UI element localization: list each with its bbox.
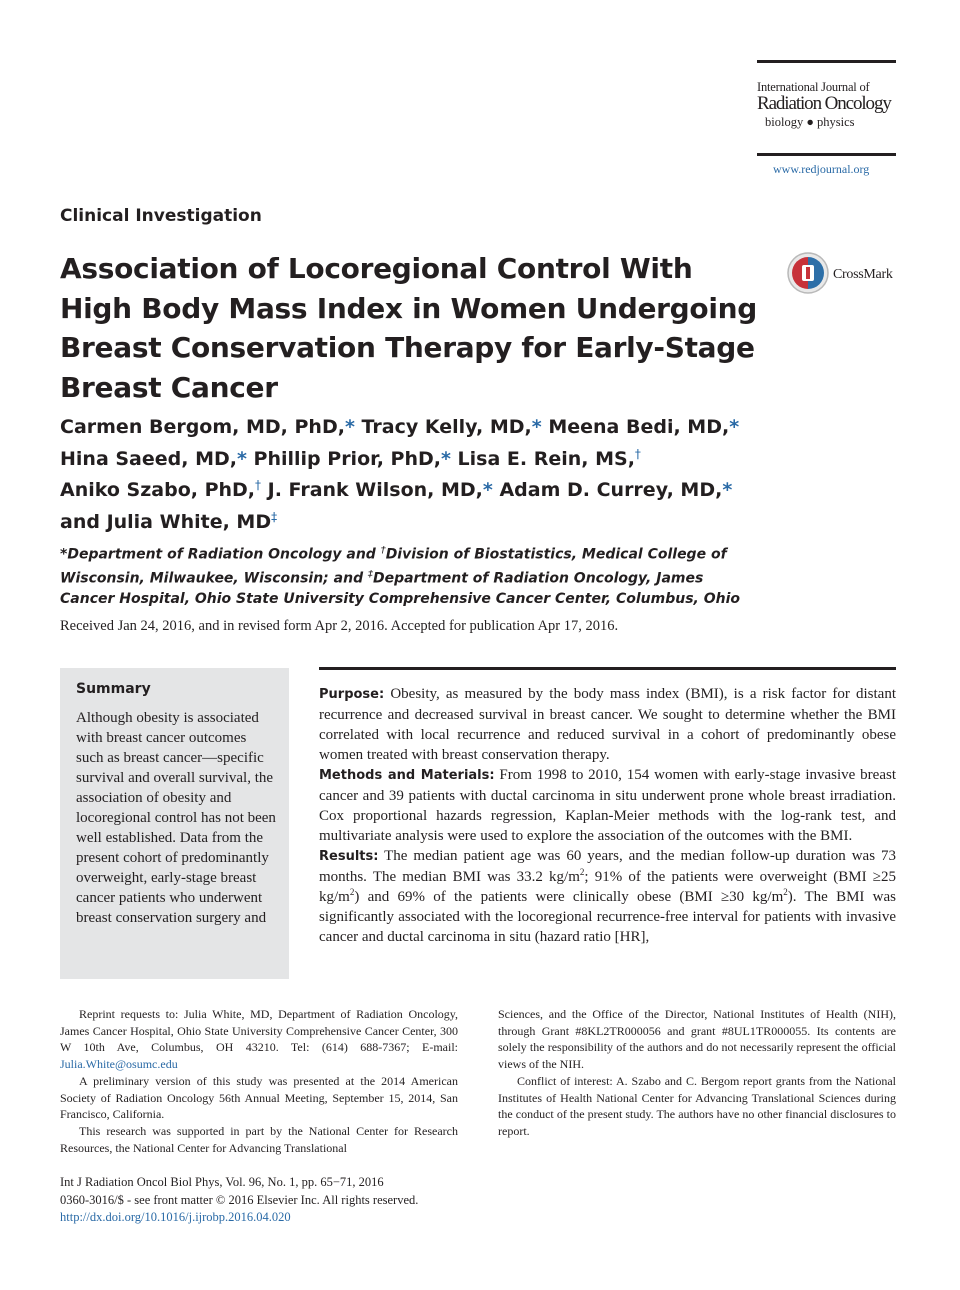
author-name: Carmen Bergom, MD, PhD,: [60, 416, 345, 438]
author-marker: *: [482, 479, 493, 501]
crossmark-badge[interactable]: [787, 252, 907, 298]
summary-text: Although obesity is associated with breast cancer outcomes such as breast cancer—specific survival and overall survival, the association of obesity and locoregional control has not been well established. Data from the present cohort of predominantly overweight, early-stage breast cancer patients who underwent breast conservation surgery and: [76, 710, 276, 926]
summary-box: [60, 668, 289, 979]
author-name: Adam D. Currey, MD,: [499, 479, 723, 501]
author-marker: *: [531, 416, 542, 438]
journal-name-line3: biology ● physics: [765, 115, 855, 129]
crossmark-label: CrossMark: [833, 267, 893, 282]
reprint-text: Reprint requests to: Julia White, MD, Department of Radiation Oncology, James Cancer Hospital, Ohio State University Comprehensive Cancer Center, 300 W 10th Ave, Columbus, OH 43210. Tel: (614) 688-7367; E-mail:: [60, 1007, 458, 1055]
superscript: 2: [579, 867, 585, 877]
superscript: 2: [349, 887, 355, 897]
abstract-methods: [319, 765, 896, 846]
conflict-footnote: Conflict of interest: A. Szabo and C. Bergom report grants from the National Institutes of Health National Center for Advancing Translational Sciences during the conduct of the present study. The authors have no other financial disclosures to report.: [498, 1073, 896, 1138]
author-marker: *: [236, 447, 247, 470]
author-name: Lisa E. Rein, MS,: [457, 447, 635, 470]
crossmark-icon: [787, 252, 829, 294]
purpose-text: Obesity, as measured by the body mass index (BMI), is a risk factor for distant recurrence and decreased survival in breast cancer. We sought to determine whether the BMI correlated with local recurrence and reduced survival in a cohort of predominantly obese women treated with breast conservation therapy.: [319, 686, 896, 763]
results-label: Results:: [319, 849, 379, 864]
issn-copyright: 0360-3016/$ - see front matter © 2016 Elsevier Inc. All rights reserved.: [60, 1192, 419, 1207]
author-marker: *: [440, 447, 451, 470]
abstract-results: [319, 846, 896, 947]
journal-bottom-rule: [757, 153, 896, 156]
purpose-label: Purpose:: [319, 687, 385, 702]
superscript: 2: [783, 887, 788, 897]
author-marker: †: [634, 446, 641, 461]
results-text: ). The BMI was significantly associated with the locoregional recurrence-free interval for patients with invasive cancer and ductal carcinoma in situ (hazard ratio [HR],: [319, 889, 896, 945]
affiliation-marker: ‡: [367, 569, 373, 581]
citation-block: [60, 1174, 560, 1227]
affiliations: [60, 541, 760, 610]
results-text: ; 91% of the patients were overweight (BMI ≥25 kg/m: [319, 869, 896, 905]
author-marker: *: [722, 479, 733, 501]
support-footnote: This research was supported in part by the National Center for Research Resources, the National Center for Advancing Translational: [60, 1123, 458, 1155]
author-name: J. Frank Wilson, MD,: [267, 479, 483, 501]
results-text: ) and 69% of the patients were clinically obese (BMI ≥30 kg/m: [354, 889, 784, 905]
footnotes-right: [498, 1006, 896, 1140]
received-dates: Received Jan 24, 2016, and in revised form Apr 2, 2016. Accepted for publication Apr 17, 2016.: [60, 618, 619, 634]
author-name: Tracy Kelly, MD,: [361, 416, 532, 438]
section-label: Clinical Investigation: [60, 206, 262, 226]
journal-name: [757, 80, 907, 130]
affiliation-text: Department of Radiation Oncology, James Cancer Hospital, Ohio State University Comprehensive Cancer Center, Columbus, Ohio: [60, 570, 741, 608]
author-name: Phillip Prior, PhD,: [253, 447, 441, 470]
support-footnote-continued: Sciences, and the Office of the Director, National Institutes of Health (NIH), through Grant #8KL2TR000056 and grant #8UL1TR000055. Its contents are solely the responsibility of the authors and do not necessarily represent the official views of the NIH.: [498, 1007, 896, 1072]
affiliation-text: Division of Biostatistics, Medical College of Wisconsin, Milwaukee, Wisconsin; and: [60, 546, 727, 587]
footnotes-left: [60, 1006, 458, 1156]
journal-url-link[interactable]: www.redjournal.org: [773, 162, 870, 176]
journal-top-rule: [757, 60, 896, 63]
author-name: and Julia White, MD: [60, 510, 272, 533]
results-text: The median patient age was 60 years, and the median follow-up duration was 73 months. The median BMI was 33.2 kg/m: [319, 848, 896, 885]
author-name: Aniko Szabo, PhD,: [60, 479, 256, 501]
article-title: Association of Locoregional Control With High Body Mass Index in Women Undergoing Breast Conservation Therapy for Early-Stage Breast Cancer: [60, 252, 758, 404]
prelim-footnote: A preliminary version of this study was presented at the 2014 American Society of Radiation Oncology 56th Annual Meeting, September 15, 2014, San Francisco, California.: [60, 1073, 458, 1122]
journal-citation: Int J Radiation Oncol Biol Phys, Vol. 96, No. 1, pp. 65−71, 2016: [60, 1175, 384, 1189]
abstract: [319, 684, 896, 947]
author-marker: ‡: [271, 509, 278, 524]
abstract-purpose: [319, 684, 896, 765]
author-marker: *: [344, 416, 355, 438]
author-name: Hina Saeed, MD,: [60, 447, 237, 470]
author-name: Meena Bedi, MD,: [548, 416, 730, 438]
author-list: [60, 414, 760, 535]
author-marker: *: [729, 416, 740, 438]
methods-text: From 1998 to 2010, 154 women with early-stage invasive breast cancer and 39 patients with ductal carcinoma in situ underwent prone whole breast irradiation. Cox proportional hazards regression, Kaplan-Meier methods with the log-rank test, and multivariate analysis were used to explore the association of the outcomes with the BMI.: [319, 767, 896, 844]
affiliation-marker: †: [380, 545, 386, 556]
methods-label: Methods and Materials:: [319, 768, 495, 783]
email-link[interactable]: Julia.White@osumc.edu: [60, 1057, 178, 1072]
doi-link[interactable]: http://dx.doi.org/10.1016/j.ijrobp.2016.04.020: [60, 1210, 291, 1224]
abstract-top-rule: [319, 667, 896, 670]
affiliation-text: Department of Radiation Oncology and: [67, 546, 381, 563]
journal-name-line1: International Journal of: [757, 80, 870, 94]
reprint-footnote: [60, 1006, 458, 1073]
summary-heading: Summary: [76, 681, 151, 697]
journal-name-line2: Radiation Oncology: [757, 93, 891, 114]
author-marker: †: [255, 478, 262, 492]
affiliation-marker: *: [60, 546, 68, 563]
